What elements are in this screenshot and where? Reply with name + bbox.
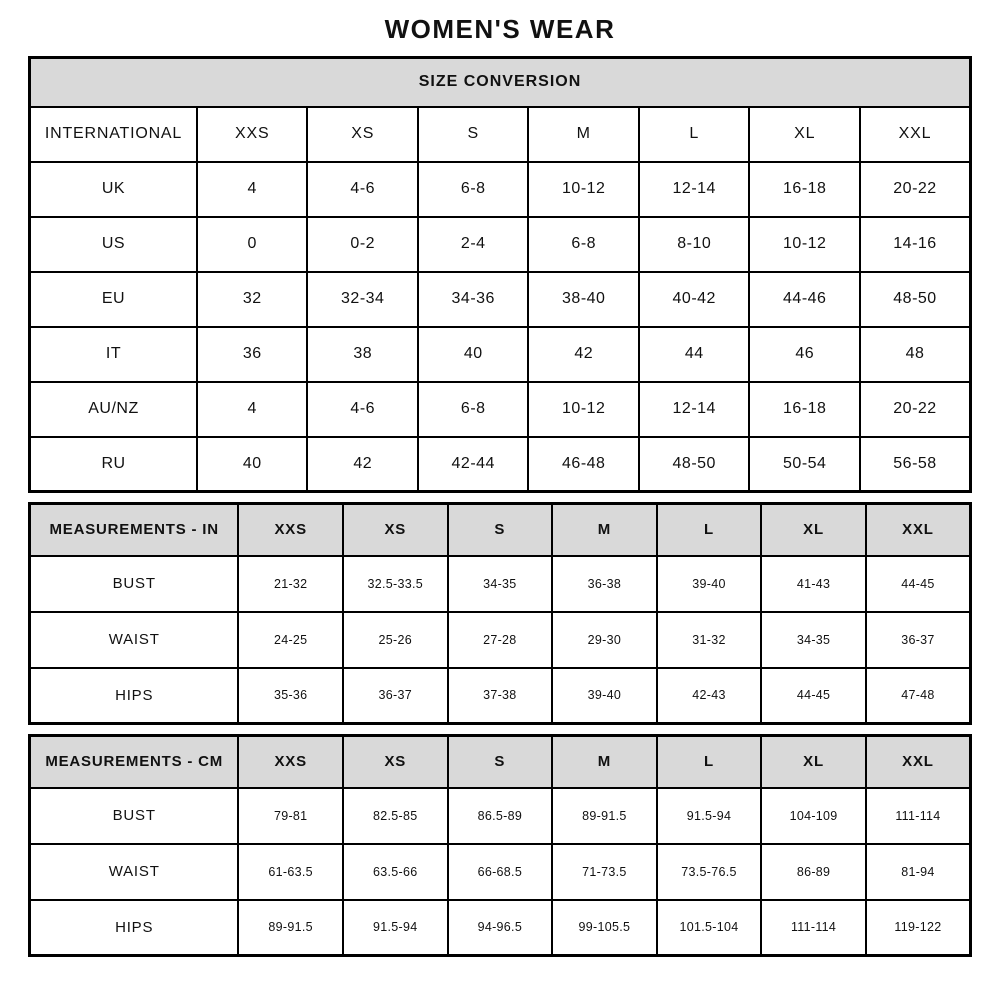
value-cell: 81-94 [866,844,971,900]
value-cell: 37-38 [448,668,553,724]
row-label-cell: IT [30,327,197,382]
value-cell: 34-36 [418,272,529,327]
value-cell: 89-91.5 [238,900,343,956]
value-cell: 94-96.5 [448,900,553,956]
value-cell: 32 [197,272,308,327]
value-cell: 41-43 [761,556,866,612]
row-label-cell: RU [30,437,197,492]
value-cell: 44-45 [866,556,971,612]
value-cell: 6-8 [418,382,529,437]
value-cell: 44-45 [761,668,866,724]
table-row [30,162,971,217]
value-cell: 56-58 [860,437,971,492]
row-label-cell: HIPS [30,668,239,724]
value-cell: 40 [197,437,308,492]
value-cell: 36-37 [343,668,448,724]
value-cell: 31-32 [657,612,762,668]
column-header-cell: XXS [197,107,308,162]
value-cell: 36 [197,327,308,382]
value-cell: 25-26 [343,612,448,668]
column-header-cell: XXS [238,504,343,556]
value-cell: 36-38 [552,556,657,612]
value-cell: 99-105.5 [552,900,657,956]
row-label-cell: US [30,217,197,272]
table-row [30,900,971,956]
value-cell: 42-43 [657,668,762,724]
value-cell: 82.5-85 [343,788,448,844]
value-cell: 89-91.5 [552,788,657,844]
column-header-cell: M [528,107,639,162]
column-header-cell: L [657,736,762,788]
row-label-cell: BUST [30,788,239,844]
value-cell: 16-18 [749,162,860,217]
value-cell: 34-35 [448,556,553,612]
value-cell: 12-14 [639,162,750,217]
table-row [30,437,971,492]
value-cell: 4-6 [307,162,418,217]
row-label-cell: WAIST [30,844,239,900]
value-cell: 36-37 [866,612,971,668]
row-label-cell: HIPS [30,900,239,956]
value-cell: 101.5-104 [657,900,762,956]
column-header-cell: M [552,504,657,556]
value-cell: 39-40 [657,556,762,612]
value-cell: 10-12 [749,217,860,272]
value-cell: 86-89 [761,844,866,900]
value-cell: 111-114 [866,788,971,844]
column-header-cell: XXL [866,504,971,556]
value-cell: 79-81 [238,788,343,844]
column-header-cell: L [657,504,762,556]
table-row [30,327,971,382]
value-cell: 6-8 [528,217,639,272]
value-cell: 46-48 [528,437,639,492]
row-label-cell: WAIST [30,612,239,668]
value-cell: 21-32 [238,556,343,612]
value-cell: 2-4 [418,217,529,272]
value-cell: 29-30 [552,612,657,668]
value-cell: 32-34 [307,272,418,327]
column-header-cell: XL [761,736,866,788]
table-banner-row [30,58,971,107]
value-cell: 71-73.5 [552,844,657,900]
table-title-cell: INTERNATIONAL [30,107,197,162]
value-cell: 47-48 [866,668,971,724]
column-header-cell: XS [307,107,418,162]
column-header-cell: XS [343,504,448,556]
table-row [30,556,971,612]
value-cell: 40-42 [639,272,750,327]
value-cell: 20-22 [860,162,971,217]
table-row [30,612,971,668]
value-cell: 6-8 [418,162,529,217]
column-header-cell: XXL [860,107,971,162]
column-header-cell: XXL [866,736,971,788]
value-cell: 91.5-94 [343,900,448,956]
measurements-cm-table [28,734,972,957]
row-label-cell: UK [30,162,197,217]
value-cell: 44-46 [749,272,860,327]
value-cell: 86.5-89 [448,788,553,844]
value-cell: 16-18 [749,382,860,437]
column-header-cell: XS [343,736,448,788]
value-cell: 48 [860,327,971,382]
column-header-cell: L [639,107,750,162]
value-cell: 46 [749,327,860,382]
measurements-in-table [28,502,972,725]
table-row [30,217,971,272]
row-label-cell: BUST [30,556,239,612]
value-cell: 10-12 [528,382,639,437]
page-title: WOMEN'S WEAR [384,14,616,44]
value-cell: 39-40 [552,668,657,724]
value-cell: 50-54 [749,437,860,492]
column-header-row [30,504,971,556]
table-row [30,788,971,844]
column-header-cell: XL [749,107,860,162]
value-cell: 119-122 [866,900,971,956]
value-cell: 4 [197,382,308,437]
value-cell: 14-16 [860,217,971,272]
value-cell: 4 [197,162,308,217]
column-header-cell: S [418,107,529,162]
size-conversion-table [28,56,972,493]
value-cell: 73.5-76.5 [657,844,762,900]
table-title-cell: MEASUREMENTS - IN [30,504,239,556]
value-cell: 38-40 [528,272,639,327]
value-cell: 27-28 [448,612,553,668]
row-label-cell: AU/NZ [30,382,197,437]
value-cell: 91.5-94 [657,788,762,844]
column-header-cell: S [448,504,553,556]
table-title-cell: MEASUREMENTS - CM [30,736,239,788]
table-banner: SIZE CONVERSION [30,58,971,107]
column-header-cell: M [552,736,657,788]
value-cell: 104-109 [761,788,866,844]
table-row [30,668,971,724]
column-header-row [30,736,971,788]
value-cell: 48-50 [860,272,971,327]
value-cell: 4-6 [307,382,418,437]
column-header-cell: XL [761,504,866,556]
table-row [30,272,971,327]
value-cell: 48-50 [639,437,750,492]
column-header-cell: XXS [238,736,343,788]
value-cell: 66-68.5 [448,844,553,900]
column-header-row [30,107,971,162]
value-cell: 42 [307,437,418,492]
value-cell: 8-10 [639,217,750,272]
value-cell: 40 [418,327,529,382]
value-cell: 38 [307,327,418,382]
value-cell: 32.5-33.5 [343,556,448,612]
value-cell: 34-35 [761,612,866,668]
value-cell: 24-25 [238,612,343,668]
value-cell: 20-22 [860,382,971,437]
table-row [30,382,971,437]
column-header-cell: S [448,736,553,788]
table-row [30,844,971,900]
value-cell: 12-14 [639,382,750,437]
value-cell: 35-36 [238,668,343,724]
value-cell: 42-44 [418,437,529,492]
value-cell: 0-2 [307,217,418,272]
value-cell: 0 [197,217,308,272]
value-cell: 111-114 [761,900,866,956]
value-cell: 44 [639,327,750,382]
value-cell: 42 [528,327,639,382]
value-cell: 10-12 [528,162,639,217]
value-cell: 63.5-66 [343,844,448,900]
row-label-cell: EU [30,272,197,327]
value-cell: 61-63.5 [238,844,343,900]
